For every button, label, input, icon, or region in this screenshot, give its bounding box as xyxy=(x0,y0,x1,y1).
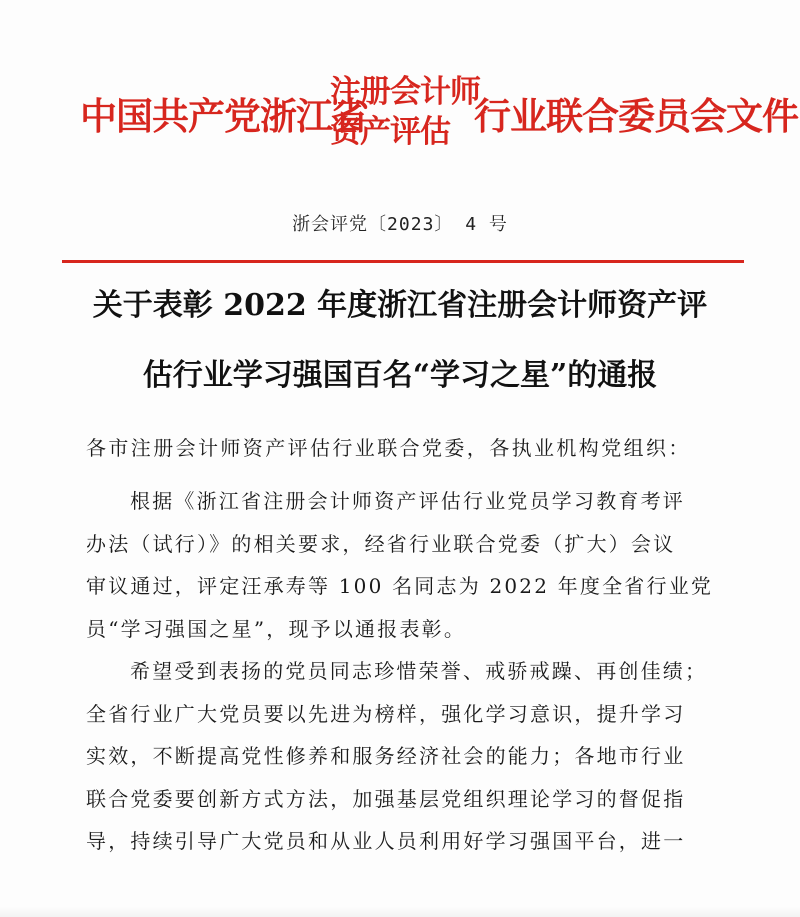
paragraph-line: 全省行业广大党员要以先进为榜样，强化学习意识，提升学习 xyxy=(86,701,686,726)
paragraph-line: 实效，不断提高党性修养和服务经济社会的能力；各地市行业 xyxy=(86,744,686,768)
masthead-left: 中国共产党浙江省 xyxy=(80,95,368,138)
paragraph-line: 办法（试行）》的相关要求，经省行业联合党委（扩大）会议 xyxy=(86,531,676,556)
paragraph-line: 联合党委要创新方式方法，加强基层党组织理论学习的督促指 xyxy=(86,786,686,811)
masthead-stack xyxy=(330,72,480,152)
masthead-stack-top: 注册会计师 xyxy=(330,74,480,110)
paragraph-line: 员“学习强国之星”，现予以通报表彰。 xyxy=(86,616,467,641)
paragraph-2 xyxy=(86,650,726,863)
masthead xyxy=(0,72,800,162)
paragraph-line: 根据《浙江省注册会计师资产评估行业党员学习教育考评 xyxy=(130,489,685,513)
page-bottom-edge xyxy=(0,907,800,917)
masthead-right: 行业联合委员会文件 xyxy=(474,95,798,138)
title-line-2: 估行业学习强国百名“学习之星”的通报 xyxy=(142,358,658,393)
paragraph-line: 希望受到表扬的党员同志珍惜荣誉、戒骄戒躁、再创佳绩； xyxy=(130,659,708,683)
paragraph-line: 导，持续引导广大党员和从业人员利用好学习强国平台，进一 xyxy=(86,829,686,853)
masthead-stack-bottom: 资产评估 xyxy=(330,114,450,150)
document-number: 浙会评党〔2023〕 4 号 xyxy=(292,214,508,235)
paragraph-line: 审议通过，评定汪承寿等 100 名同志为 2022 年度全省行业党 xyxy=(86,574,714,598)
paragraph-1 xyxy=(86,480,726,650)
red-divider xyxy=(62,260,744,263)
title-line-1: 关于表彰 2022 年度浙江省注册会计师资产评 xyxy=(92,288,708,323)
salutation: 各市注册会计师资产评估行业联合党委，各执业机构党组织： xyxy=(86,436,691,460)
